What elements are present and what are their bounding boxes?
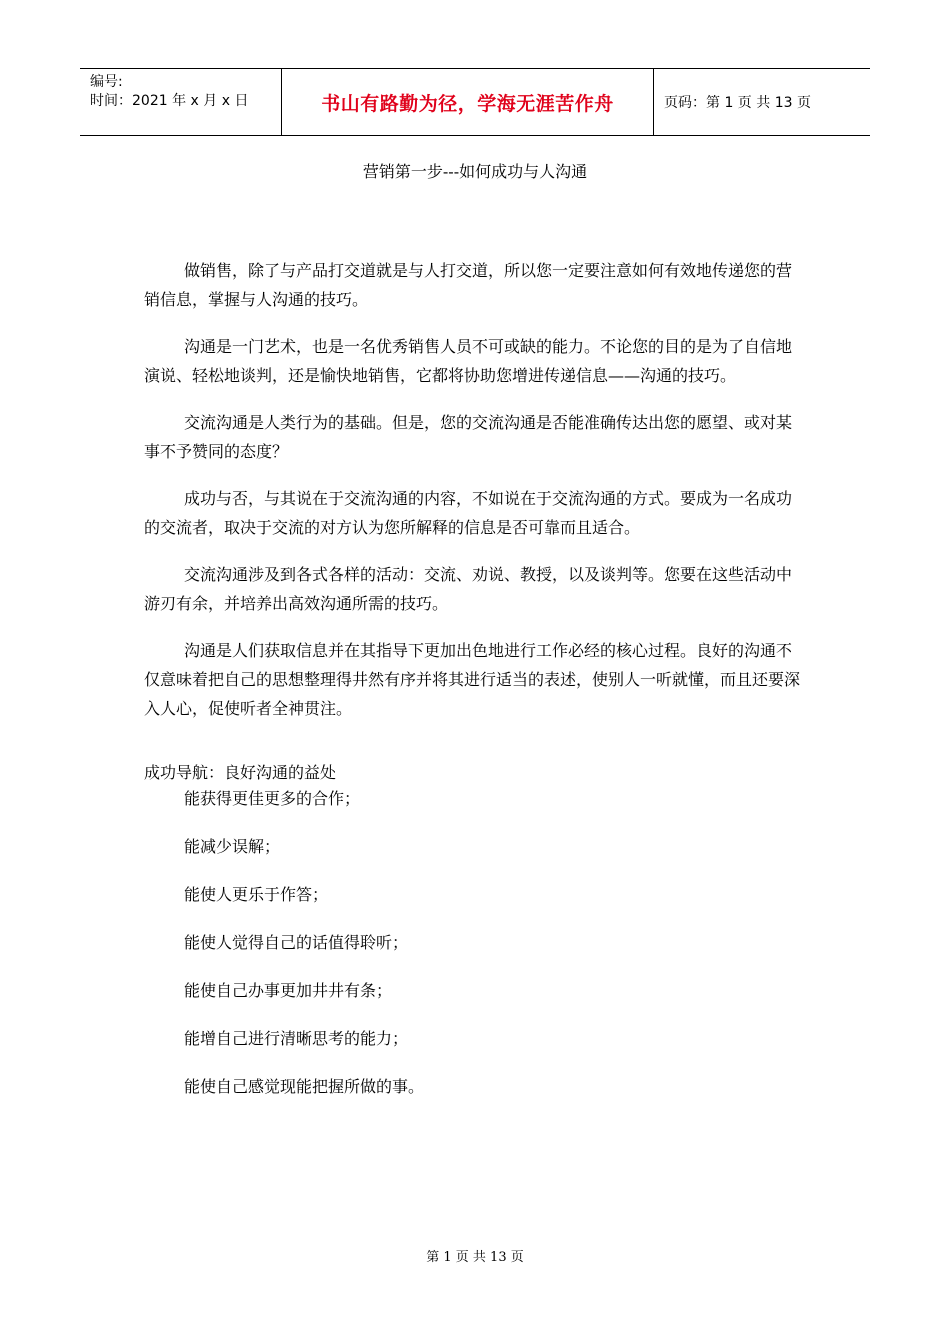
motto: 书山有路勤为径，学海无涯苦作舟 [321, 92, 614, 115]
list-item: 能增自己进行清晰思考的能力； [184, 1029, 409, 1048]
list-item: 能减少误解； [184, 837, 281, 856]
list-item: 能获得更佳更多的合作； [184, 789, 361, 808]
paragraph: 沟通是一门艺术，也是一名优秀销售人员不可或缺的能力。不论您的目的是为了自信地演说、轻松地谈判，还是愉快地销售，它都将协助您增进传递信息——沟通的技巧。 [144, 337, 793, 385]
list-item: 能使自己办事更加井井有条； [184, 981, 393, 1000]
header-meta [80, 69, 282, 135]
paragraph: 沟通是人们获取信息并在其指导下更加出色地进行工作必经的核心过程。良好的沟通不仅意味着把自己的思想整理得井然有序并将其进行适当的表述，使别人一听就懂，而且还要深入人心，促使听者全神贯注。 [144, 641, 801, 718]
list-item: 能使人更乐于作答； [184, 885, 329, 904]
document-title: 营销第一步---如何成功与人沟通 [362, 162, 588, 181]
list-item: 能使人觉得自己的话值得聆听； [184, 933, 409, 952]
page-footer: 第 1 页 共 13 页 [426, 1250, 524, 1265]
page-code: 页码：第 1 页 共 13 页 [664, 95, 811, 111]
header-motto-cell [282, 69, 654, 135]
header-page-code-cell [654, 69, 870, 135]
list-item: 能使自己感觉现能把握所做的事。 [184, 1077, 425, 1096]
page-header [80, 68, 870, 136]
paragraph: 成功与否，与其说在于交流沟通的内容，不如说在于交流沟通的方式。要成为一名成功的交流者，取决于交流的对方认为您所解释的信息是否可靠而且适合。 [144, 489, 793, 537]
serial-label: 编号: [90, 74, 123, 90]
paragraph: 交流沟通涉及到各式各样的活动：交流、劝说、教授，以及谈判等。您要在这些活动中游刃有余，并培养出高效沟通所需的技巧。 [144, 565, 793, 613]
time-label: 时间：2021 年 x 月 x 日 [90, 93, 249, 109]
paragraph: 交流沟通是人类行为的基础。但是，您的交流沟通是否能准确传达出您的愿望、或对某事不予赞同的态度？ [144, 413, 793, 461]
document-body [144, 256, 804, 1123]
section-heading: 成功导航：良好沟通的益处 [144, 763, 337, 782]
paragraph: 做销售，除了与产品打交道就是与人打交道，所以您一定要注意如何有效地传递您的营销信息，掌握与人沟通的技巧。 [144, 261, 793, 309]
